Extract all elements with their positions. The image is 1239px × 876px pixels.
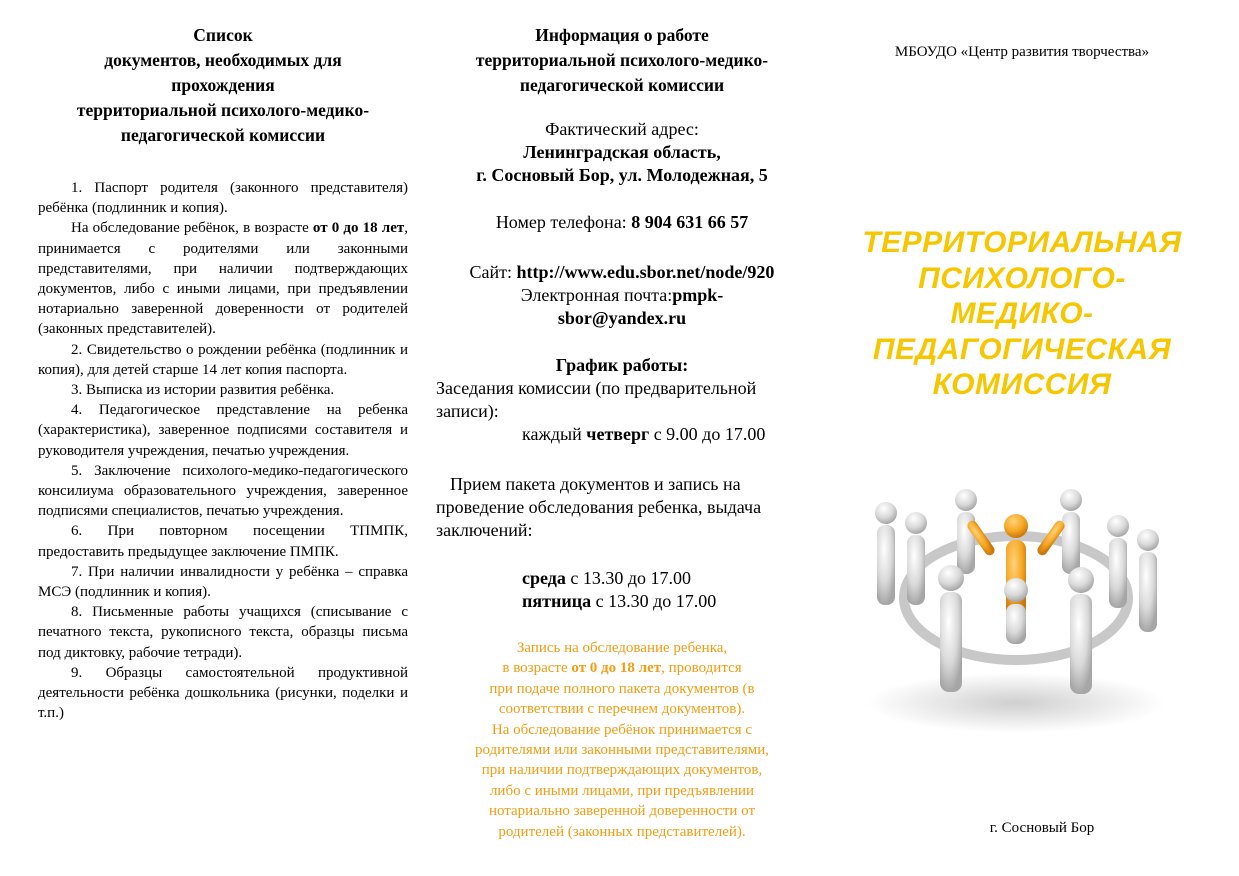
friday-text: пятница	[522, 591, 592, 611]
document-item-age: от 0 до 18 лет	[312, 220, 405, 237]
city-name: г. Сосновый Бор	[989, 820, 1095, 836]
document-item-text: 9. Образцы самостоятельной продуктивной деятельности ребёнка дошкольника (рисунки, поделки и т.п.)	[38, 664, 408, 722]
document-item	[38, 218, 408, 339]
thursday-time: с 9.00 до 17.00	[649, 424, 766, 444]
note-line: На обследование ребёнок принимается с	[491, 721, 753, 738]
every-text: каждый	[522, 424, 587, 444]
note-line: , проводится	[661, 660, 742, 677]
title-line: прохождения	[171, 75, 275, 95]
email-label: Электронная почта:	[520, 285, 673, 305]
cover-title-line: ПЕДАГОГИЧЕСКАЯ	[872, 332, 1172, 366]
note-line: родителей (законных представителей).	[498, 823, 746, 840]
document-item-text: 4. Педагогическое представление на ребенка (характеристика), заверенное подписями составителя и руководителя учреждения, печатью учреждения.	[38, 402, 408, 459]
title-line: Список	[193, 25, 253, 45]
friday-time: с 13.30 до 17.00	[591, 591, 717, 611]
schedule-block	[432, 354, 812, 446]
note-line: соответствии с перечнем документов).	[498, 701, 746, 718]
site-link[interactable]: http://www.edu.sbor.net/node/920	[516, 262, 775, 282]
email-link[interactable]: pmpk-	[672, 285, 724, 305]
document-item	[38, 380, 408, 400]
sessions-text: Заседания комиссии (по предварительной записи):	[436, 378, 757, 421]
address-label: Фактический адрес:	[545, 119, 699, 139]
address-line: г. Сосновый Бор, ул. Молодежная, 5	[476, 165, 768, 185]
phone-label: Номер телефона:	[495, 212, 632, 232]
address-line: Ленинградская область,	[523, 142, 721, 162]
note-line: Запись на обследование ребенка,	[516, 640, 728, 656]
note-line: при наличии подтверждающих документов,	[481, 762, 763, 779]
document-item	[38, 521, 408, 561]
email-link-continued[interactable]: sbor@yandex.ru	[557, 308, 687, 328]
leader-person-icon	[965, 514, 1066, 618]
contacts-block	[432, 261, 812, 330]
document-item	[38, 602, 408, 663]
documents-list-title	[38, 23, 408, 148]
note-line: родителями или законными представителями,	[474, 742, 770, 759]
document-item	[38, 178, 408, 218]
note-line: в возрасте	[502, 660, 572, 677]
document-item	[38, 663, 408, 724]
note-line: при подаче полного пакета документов (в	[489, 680, 755, 697]
title-line: Информация о работе	[535, 25, 709, 45]
document-item-text: 8. Письменные работы учащихся (списывание с печатного текста, рукописного текста, образцы письма под диктовку, рабочие тетради).	[38, 604, 408, 661]
note-age: от 0 до 18 лет	[571, 660, 662, 677]
title-line: педагогической комиссии	[519, 75, 725, 95]
orange-note	[432, 638, 812, 842]
reception-text: Прием пакета документов и запись на проведение обследования ребенка, выдача заключений:	[436, 474, 762, 540]
title-line: территориальной психолого-медико-	[76, 100, 370, 120]
site-label: Сайт:	[469, 262, 517, 282]
documents-list-panel	[38, 0, 408, 876]
info-title	[432, 23, 812, 98]
phone-number: 8 904 631 66 57	[631, 212, 749, 232]
document-item-text: 3. Выписка из истории развития ребёнка.	[71, 382, 335, 399]
document-item-text: 5. Заключение психолого-медико-педагогического консилиума образовательного учреждения, заверенное подписями специалистов, печатью учреждения.	[38, 462, 408, 520]
document-item-text: 2. Свидетельство о рождении ребёнка (подлинник и копия), для детей старше 14 лет копия паспорта.	[38, 341, 408, 378]
title-line: педагогической комиссии	[120, 125, 326, 145]
address-block	[432, 118, 812, 187]
document-item	[38, 400, 408, 461]
document-item-text: , принимается с родителями или законными представителями, при наличии подтверждающих документов, либо с иными лицами, при предъявлении нотариально заверенной доверенности от родителей (законных представителей).	[38, 220, 408, 338]
note-line: нотариально заверенной доверенности от	[488, 803, 756, 820]
document-item	[38, 461, 408, 522]
cover-title-line: МЕДИКО-	[950, 297, 1094, 330]
cover-title-line: КОМИССИЯ	[932, 368, 1112, 401]
document-item-text: 6. При повторном посещении ТПМПК, предоставить предыдущее заключение ПМПК.	[38, 523, 408, 560]
cover-title-line: ТЕРРИТОРИАЛЬНАЯ	[862, 226, 1182, 259]
title-line: территориальной психолого-медико-	[475, 50, 769, 70]
cover-title	[832, 225, 1212, 403]
thursday-text: четверг	[586, 424, 650, 444]
wednesday-text: среда	[522, 568, 566, 588]
note-line: либо с иными лицами, при предъявлении	[489, 782, 755, 799]
document-item-text: 1. Паспорт родителя (законного представителя) ребёнка (подлинник и копия).	[38, 180, 408, 217]
wednesday-time: с 13.30 до 17.00	[565, 568, 692, 588]
document-item-text: 7. При наличии инвалидности у ребёнка – справка МСЭ (подлинник и копия).	[38, 563, 408, 601]
documents-list	[38, 178, 408, 723]
cover-title-line: ПСИХОЛОГО-	[918, 261, 1126, 295]
document-item	[38, 562, 408, 602]
floor-shadow	[866, 673, 1166, 733]
title-line: документов, необходимых для	[104, 50, 342, 70]
cover-panel	[832, 0, 1212, 876]
org-name: МБОУДО «Центр развития творчества»	[894, 44, 1150, 60]
info-panel	[432, 0, 812, 876]
document-item-text: На обследование ребёнок, в возрасте	[71, 220, 313, 237]
phone-block	[432, 211, 812, 234]
schedule-title: График работы:	[555, 355, 689, 375]
team-circle-illustration	[856, 478, 1176, 738]
document-item	[38, 340, 408, 380]
